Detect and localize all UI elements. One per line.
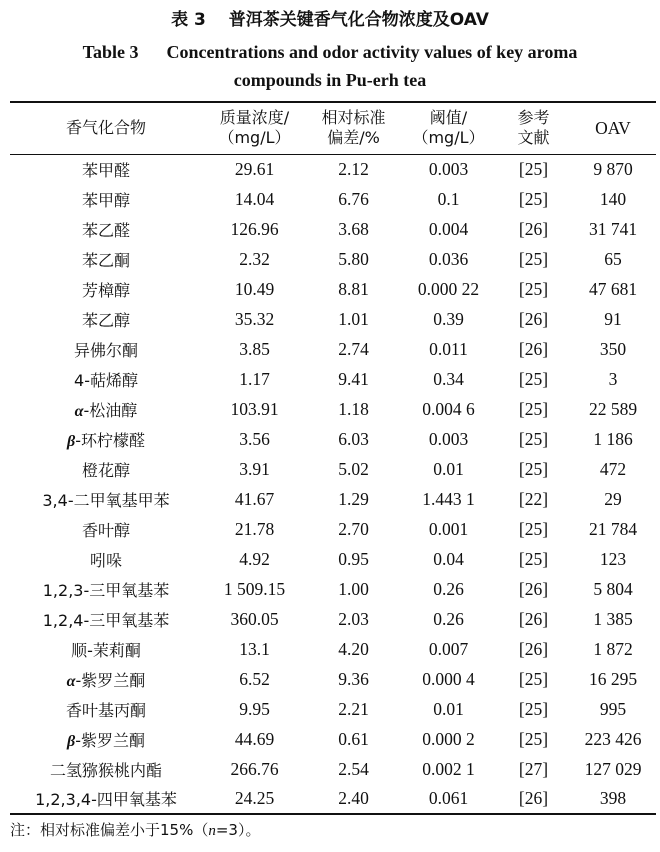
reference-cell: [25] [518, 668, 549, 689]
compound-name-cell: 1,2,4-三甲氧基苯 [42, 610, 170, 630]
rsd-cell: 2.54 [338, 758, 369, 779]
threshold-cell: 1.443 1 [422, 488, 475, 509]
rsd-cell: 6.03 [338, 428, 369, 449]
concentration-cell: 24.25 [202, 784, 307, 814]
reference-cell: [25] [518, 158, 549, 179]
compound-name-cell: 苯乙醇 [81, 310, 130, 330]
concentration-cell: 4.92 [239, 548, 270, 569]
oav-cell: 29 [604, 488, 622, 509]
reference-cell: [25] [518, 248, 549, 269]
rsd-cell: 4.20 [338, 638, 369, 659]
header-line: 偏差/% [327, 128, 380, 148]
table-row [10, 394, 656, 424]
caption-line-1: Concentrations and odor activity values of key aroma [166, 42, 578, 62]
threshold-cell: 0.004 [428, 218, 469, 239]
reference-cell: [25] [518, 398, 549, 419]
header-compound [10, 102, 202, 154]
rsd-cell: 2.70 [338, 518, 369, 539]
oav-cell: 223 426 [584, 728, 642, 749]
compound-name-cell: α-松油醇 [74, 400, 138, 420]
table-row [10, 514, 656, 544]
rsd-cell: 2.74 [338, 338, 369, 359]
threshold-cell: 0.01 [433, 458, 464, 479]
rsd-cell: 2.40 [307, 784, 400, 814]
rsd-cell: 9.36 [338, 668, 369, 689]
concentration-cell: 6.52 [239, 668, 270, 689]
oav-cell: 472 [599, 458, 627, 479]
reference-cell: [26] [518, 608, 549, 629]
threshold-cell: 0.04 [433, 548, 464, 569]
table-header-row [10, 102, 656, 154]
compound-name-cell: 香叶基丙酮 [65, 700, 146, 720]
compound-name-cell: 1,2,3,4-四甲氧基苯 [10, 784, 202, 814]
threshold-cell: 0.000 2 [422, 728, 475, 749]
rsd-cell: 2.21 [338, 698, 369, 719]
header-line: OAV [595, 118, 631, 139]
threshold-cell: 0.004 6 [422, 398, 475, 419]
table-footnote: 注：相对标准偏差小于15%（n=3）。 [10, 821, 261, 839]
concentration-cell: 360.05 [230, 608, 279, 629]
oav-cell: 1 385 [593, 608, 633, 629]
compound-name-cell: 异佛尔酮 [73, 340, 138, 360]
reference-cell: [26] [518, 338, 549, 359]
table-row [10, 244, 656, 274]
compound-name-cell: 吲哚 [89, 550, 122, 570]
reference-cell: [25] [518, 518, 549, 539]
rsd-cell: 2.03 [338, 608, 369, 629]
threshold-cell: 0.000 22 [417, 278, 480, 299]
reference-cell: [26] [518, 308, 549, 329]
table-row [10, 484, 656, 514]
threshold-cell: 0.002 1 [422, 758, 475, 779]
header-line: （mg/L） [412, 128, 485, 148]
caption-line-2: compounds in Pu-erh tea [233, 70, 427, 90]
compound-name-cell: 苯乙酮 [81, 250, 130, 270]
threshold-cell: 0.061 [400, 784, 497, 814]
oav-cell: 21 784 [588, 518, 638, 539]
reference-cell: [26] [518, 638, 549, 659]
rsd-cell: 9.41 [338, 368, 369, 389]
compound-name-cell: 芳樟醇 [81, 280, 130, 300]
header-line: 香气化合物 [65, 118, 146, 138]
concentration-cell: 29.61 [234, 158, 275, 179]
header-rsd [307, 102, 400, 154]
oav-cell: 1 872 [593, 638, 633, 659]
oav-cell: 1 186 [593, 428, 633, 449]
compound-name-cell: 苯甲醛 [81, 160, 130, 180]
header-line: 文献 [517, 128, 550, 148]
header-reference [497, 102, 570, 154]
header-oav [570, 102, 656, 154]
table-row [10, 274, 656, 304]
table-row [10, 784, 656, 814]
threshold-cell: 0.007 [428, 638, 469, 659]
rsd-cell: 1.00 [338, 578, 369, 599]
threshold-cell: 0.011 [429, 338, 468, 359]
concentration-cell: 3.91 [239, 458, 270, 479]
threshold-cell: 0.036 [428, 248, 469, 269]
concentration-cell: 44.69 [234, 728, 275, 749]
concentration-cell: 1 509.15 [223, 578, 286, 599]
compound-name-cell: β-环柠檬醛 [67, 430, 145, 450]
table-row [10, 604, 656, 634]
reference-cell: [25] [518, 728, 549, 749]
compound-name-cell: 1,2,3-三甲氧基苯 [42, 580, 170, 600]
oav-cell: 91 [604, 308, 622, 329]
oav-cell: 140 [599, 188, 627, 209]
oav-cell: 123 [599, 548, 627, 569]
compound-name-cell: 苯乙醛 [81, 220, 130, 240]
concentration-cell: 1.17 [239, 368, 270, 389]
table-row [10, 184, 656, 214]
concentration-cell: 21.78 [234, 518, 275, 539]
concentration-cell: 2.32 [239, 248, 270, 269]
threshold-cell: 0.003 [428, 158, 469, 179]
table-row [10, 754, 656, 784]
oav-cell: 3 [608, 368, 618, 389]
reference-cell: [26] [497, 784, 570, 814]
compound-name-cell: 香叶醇 [81, 520, 130, 540]
compound-name-cell: β-紫罗兰酮 [67, 730, 145, 750]
concentration-cell: 14.04 [234, 188, 275, 209]
oav-cell: 16 295 [588, 668, 638, 689]
table-row [10, 694, 656, 724]
oav-cell: 9 870 [593, 158, 633, 179]
oav-cell: 5 804 [593, 578, 633, 599]
compound-name-cell: 3,4-二甲氧基甲苯 [42, 490, 170, 510]
threshold-cell: 0.26 [433, 578, 464, 599]
concentration-cell: 13.1 [239, 638, 270, 659]
oav-cell: 127 029 [584, 758, 642, 779]
concentration-cell: 41.67 [234, 488, 275, 509]
table-caption-chinese: 表 3 普洱茶关键香气化合物浓度及OAV [171, 10, 489, 30]
oav-cell: 22 589 [588, 398, 638, 419]
table-row [10, 424, 656, 454]
table-row [10, 454, 656, 484]
header-line: 参考 [517, 108, 550, 128]
reference-cell: [26] [518, 218, 549, 239]
header-concentration [202, 102, 307, 154]
header-line: （mg/L） [218, 128, 291, 148]
rsd-cell: 5.02 [338, 458, 369, 479]
table-row [10, 574, 656, 604]
threshold-cell: 0.000 4 [422, 668, 475, 689]
compound-name-cell: 苯甲醇 [81, 190, 130, 210]
table-row [10, 304, 656, 334]
concentration-cell: 126.96 [230, 218, 279, 239]
table-caption-english [0, 38, 660, 94]
reference-cell: [25] [518, 548, 549, 569]
concentration-cell: 3.85 [239, 338, 270, 359]
table-row [10, 364, 656, 394]
compound-name-cell: 4-萜烯醇 [74, 370, 138, 390]
table-body [10, 154, 656, 814]
concentration-cell: 9.95 [239, 698, 270, 719]
header-line: 质量浓度/ [219, 108, 290, 128]
concentration-cell: 103.91 [230, 398, 279, 419]
header-line: 相对标准 [321, 108, 386, 128]
compound-name-cell: 二氢猕猴桃内酯 [49, 760, 162, 780]
concentration-cell: 10.49 [234, 278, 275, 299]
oav-cell: 47 681 [588, 278, 638, 299]
rsd-cell: 3.68 [338, 218, 369, 239]
oav-cell: 398 [570, 784, 656, 814]
concentration-cell: 266.76 [230, 758, 279, 779]
table-row [10, 334, 656, 364]
rsd-cell: 2.12 [338, 158, 369, 179]
table-label: Table 3 [82, 42, 139, 62]
table-row [10, 634, 656, 664]
rsd-cell: 0.95 [338, 548, 369, 569]
table-row [10, 724, 656, 754]
compound-name-cell: α-紫罗兰酮 [66, 670, 146, 690]
rsd-cell: 1.01 [338, 308, 369, 329]
table-row [10, 664, 656, 694]
reference-cell: [25] [518, 458, 549, 479]
oav-cell: 31 741 [588, 218, 638, 239]
rsd-cell: 1.18 [338, 398, 369, 419]
oav-cell: 350 [599, 338, 627, 359]
table-row [10, 214, 656, 244]
threshold-cell: 0.01 [433, 698, 464, 719]
header-threshold [400, 102, 497, 154]
table-row [10, 154, 656, 184]
reference-cell: [25] [518, 428, 549, 449]
threshold-cell: 0.001 [428, 518, 469, 539]
rsd-cell: 5.80 [338, 248, 369, 269]
reference-cell: [22] [518, 488, 549, 509]
reference-cell: [25] [518, 698, 549, 719]
aroma-compounds-table [10, 101, 656, 815]
reference-cell: [25] [518, 188, 549, 209]
table-row [10, 544, 656, 574]
threshold-cell: 0.1 [437, 188, 460, 209]
threshold-cell: 0.003 [428, 428, 469, 449]
threshold-cell: 0.39 [433, 308, 464, 329]
reference-cell: [25] [518, 368, 549, 389]
reference-cell: [27] [518, 758, 549, 779]
header-line: 阈值/ [429, 108, 468, 128]
concentration-cell: 35.32 [234, 308, 275, 329]
rsd-cell: 0.61 [338, 728, 369, 749]
rsd-cell: 6.76 [338, 188, 369, 209]
concentration-cell: 3.56 [239, 428, 270, 449]
reference-cell: [25] [518, 278, 549, 299]
compound-name-cell: 橙花醇 [81, 460, 130, 480]
rsd-cell: 8.81 [338, 278, 369, 299]
rsd-cell: 1.29 [338, 488, 369, 509]
compound-name-cell: 顺-茉莉酮 [71, 640, 141, 660]
threshold-cell: 0.26 [433, 608, 464, 629]
threshold-cell: 0.34 [433, 368, 464, 389]
oav-cell: 65 [604, 248, 622, 269]
oav-cell: 995 [599, 698, 627, 719]
reference-cell: [26] [518, 578, 549, 599]
